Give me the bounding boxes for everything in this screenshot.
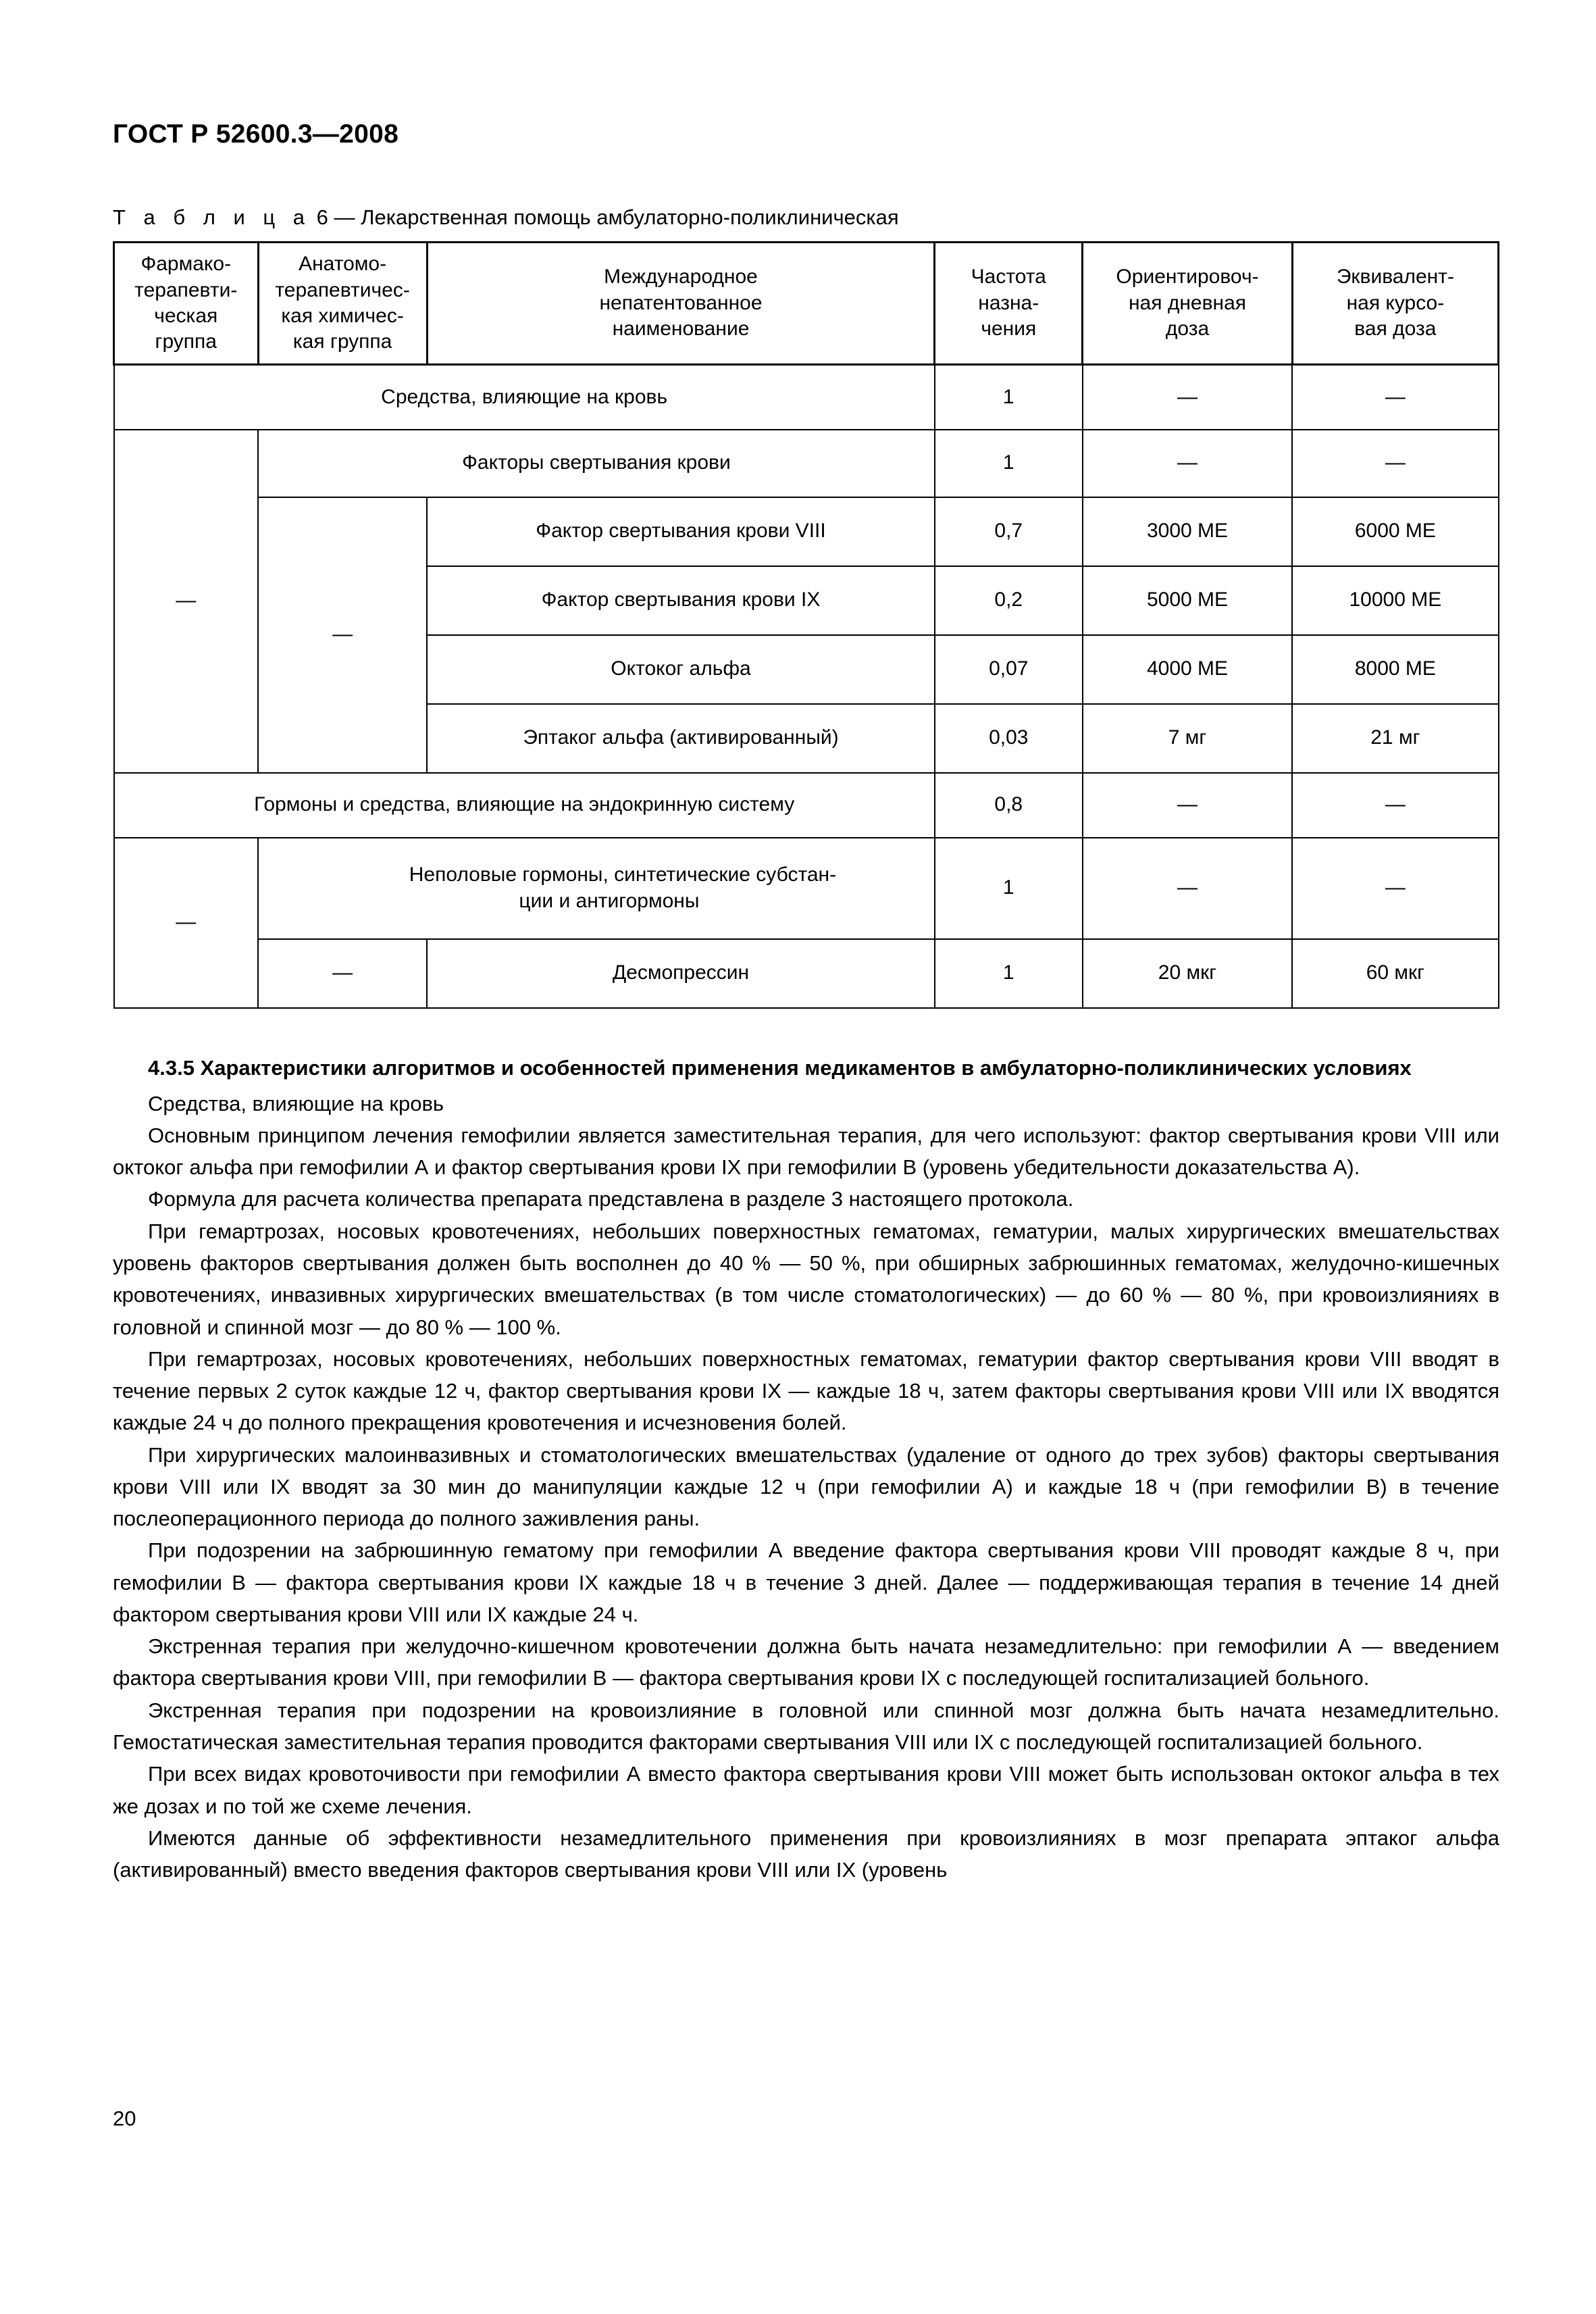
row-frequency: 1 [935, 430, 1083, 497]
row-drug-name: Фактор свертывания крови IX [427, 566, 935, 635]
paragraph: При всех видах кровоточивости при гемофилии А вместо фактора свертывания крови VIII может быть использован октоког альфа в тех же дозах и по той же схеме лечения. [113, 1762, 1499, 1818]
header-line: терапевти- [134, 278, 238, 301]
header-frequency [935, 243, 1083, 365]
header-line: кая химичес- [281, 305, 404, 328]
table-row [114, 430, 1499, 497]
header-line: Международное [604, 266, 758, 288]
table-caption-title: Лекарственная помощь амбулаторно-поликлиническая [361, 205, 899, 229]
row-daily-dose: 5000 МЕ [1083, 566, 1293, 635]
table-row [114, 939, 1499, 1008]
header-line: назна- [978, 291, 1039, 314]
paragraph: Экстренная терапия при подозрении на кровоизлияние в головной или спинной мозг должна быть начата незамедлительно. Гемостатическая заместительная терапия проводится факторами свертывания VIII или IX с последующей госпитализацией больного. [113, 1698, 1499, 1754]
header-line: кая группа [292, 330, 392, 353]
row-daily-dose: 20 мкг [1083, 939, 1293, 1008]
row-course-dose: — [1292, 430, 1498, 497]
header-line: Фармако- [140, 253, 232, 276]
header-anatomic-group [258, 243, 427, 365]
header-line: группа [155, 330, 217, 353]
paragraph: При гемартрозах, носовых кровотечениях, небольших поверхностных гематомах, гематурии фактор свертывания крови VIII вводят в течение первых 2 суток каждые 12 ч, фактор свертывания крови IX — каждые 18 ч, затем факторы свертывания крови VIII или IX вводятся каждые 24 ч до полного прекращения кровотечения и исчезновения болей. [113, 1347, 1499, 1435]
row-daily-dose: 4000 МЕ [1083, 635, 1293, 704]
row-drug-name: Десмопрессин [427, 939, 935, 1008]
medication-table [113, 241, 1499, 1009]
row-frequency: 0,7 [935, 497, 1083, 566]
paragraph: При подозрении на забрюшинную гематому при гемофилии А введение фактора свертывания крови VIII проводят каждые 8 ч, при гемофилии В — фактора свертывания крови IX каждые 18 ч в течение 3 дней. Далее — поддерживающая терапия в течение 14 дней фактором свертывания крови VIII или IX каждые 24 ч. [113, 1538, 1499, 1626]
row-pharmaco-group: — [114, 430, 259, 773]
row-subgroup-name: Факторы свертывания крови [258, 430, 935, 497]
row-frequency: 0,8 [935, 773, 1083, 838]
row-drug-name: Октоког альфа [427, 635, 935, 704]
table-body [114, 365, 1499, 1008]
table-row [114, 773, 1499, 838]
header-line: Ориентировоч- [1116, 266, 1259, 288]
table-caption-label: Т а б л и ц а [113, 205, 311, 229]
paragraph: Формула для расчета количества препарата представлена в разделе 3 настоящего протокола. [148, 1187, 1074, 1211]
header-daily-dose [1083, 243, 1293, 365]
row-daily-dose: 7 мг [1083, 704, 1293, 773]
table-header-row [114, 243, 1499, 365]
row-drug-name: Эптаког альфа (активированный) [427, 704, 935, 773]
row-anatomic-group: — [258, 939, 427, 1008]
header-line: доза [1165, 318, 1210, 341]
paragraph: При гемартрозах, носовых кровотечениях, небольших поверхностных гематомах, гематурии, малых хирургических вмешательствах уровень факторов свертывания должен быть восполнен до 40 % — 50 %, при обширных забрюшинных гематомах, желудочно-кишечных кровотечениях, инвазивных хирургических вмешательствах (в том числе стоматологических) — до 60 % — 80 %, при кровоизлияниях в головной и спинной мозг — до 80 % — 100 %. [113, 1219, 1499, 1339]
row-drug-name: Фактор свертывания крови VIII [427, 497, 935, 566]
document-standard-header: ГОСТ Р 52600.3—2008 [113, 120, 399, 149]
row-pharmaco-group: — [114, 838, 259, 1008]
row-frequency: 1 [935, 365, 1083, 430]
row-course-dose: — [1292, 838, 1498, 939]
header-line: ная дневная [1128, 291, 1247, 314]
row-course-dose: 21 мг [1292, 704, 1498, 773]
row-frequency: 1 [935, 838, 1083, 939]
row-frequency: 0,07 [935, 635, 1083, 704]
row-course-dose: — [1292, 365, 1498, 430]
page-content [113, 0, 1499, 1886]
header-line: ческая [154, 305, 218, 328]
row-subgroup-name-line: ции и антигормоны [519, 889, 700, 912]
row-subgroup-name [258, 838, 935, 939]
row-frequency: 1 [935, 939, 1083, 1008]
header-line: непатентованное [599, 291, 763, 314]
row-daily-dose: 3000 МЕ [1083, 497, 1293, 566]
paragraph: Экстренная терапия при желудочно-кишечном кровотечении должна быть начата незамедлительно: при гемофилии А — введением фактора свертывания крови VIII, при гемофилии В — фактора свертывания крови IX с последующей госпитализацией больного. [113, 1634, 1499, 1690]
table-head [114, 243, 1499, 365]
header-line: Анатомо- [299, 253, 387, 276]
header-course-dose [1292, 243, 1498, 365]
header-inn [427, 243, 935, 365]
table-row [114, 365, 1499, 430]
header-line: Частота [971, 266, 1046, 288]
row-course-dose: — [1292, 773, 1498, 838]
row-daily-dose: — [1083, 773, 1293, 838]
row-frequency: 0,03 [935, 704, 1083, 773]
row-daily-dose: — [1083, 430, 1293, 497]
header-line: Эквивалент- [1336, 266, 1454, 288]
paragraph: Основным принципом лечения гемофилии является заместительная терапия, для чего используют: фактор свертывания крови VIII или октоког альфа при гемофилии А и фактор свертывания крови IX при гемофилии В (уровень убедительности доказательства А). [113, 1123, 1499, 1180]
table-caption-dash: — [334, 205, 355, 229]
row-course-dose: 60 мкг [1292, 939, 1498, 1008]
header-line: ная курсо- [1346, 291, 1445, 314]
header-line: наименование [612, 318, 750, 341]
table-caption-number: 6 [316, 205, 328, 229]
table-caption [113, 205, 1499, 230]
row-frequency: 0,2 [935, 566, 1083, 635]
paragraph: Средства, влияющие на кровь [148, 1091, 444, 1115]
row-daily-dose: — [1083, 365, 1293, 430]
paragraph: При хирургических малоинвазивных и стоматологических вмешательствах (удаление от одного до трех зубов) факторы свертывания крови VIII или IX вводят за 30 мин до манипуляции каждые 12 ч (при гемофилии А) и каждые 18 ч (при гемофилии В) в течение послеоперационного периода до полного заживления раны. [113, 1442, 1499, 1531]
row-subgroup-name-line: Неполовые гормоны, синтетические субстан- [409, 863, 837, 886]
row-group-name: Средства, влияющие на кровь [114, 365, 935, 430]
page-number: 20 [113, 2107, 136, 2130]
row-anatomic-group: — [258, 497, 427, 773]
row-course-dose: 10000 МЕ [1292, 566, 1498, 635]
header-line: вая доза [1354, 318, 1437, 341]
table-row [114, 497, 1499, 566]
header-line: терапевтичес- [275, 278, 410, 301]
table-row [114, 838, 1499, 939]
row-daily-dose: — [1083, 838, 1293, 939]
header-pharmaco-group [114, 243, 259, 365]
header-line: чения [981, 318, 1037, 341]
row-course-dose: 8000 МЕ [1292, 635, 1498, 704]
section-heading: 4.3.5 Характеристики алгоритмов и особенностей применения медикаментов в амбулаторно-поликлинических условиях [148, 1055, 1412, 1080]
row-group-name: Гормоны и средства, влияющие на эндокринную систему [114, 773, 935, 838]
row-course-dose: 6000 МЕ [1292, 497, 1498, 566]
paragraph: Имеются данные об эффективности незамедлительного применения при кровоизлияниях в мозг препарата эптаког альфа (активированный) вместо введения факторов свертывания крови VIII или IX (уровень [113, 1826, 1499, 1882]
